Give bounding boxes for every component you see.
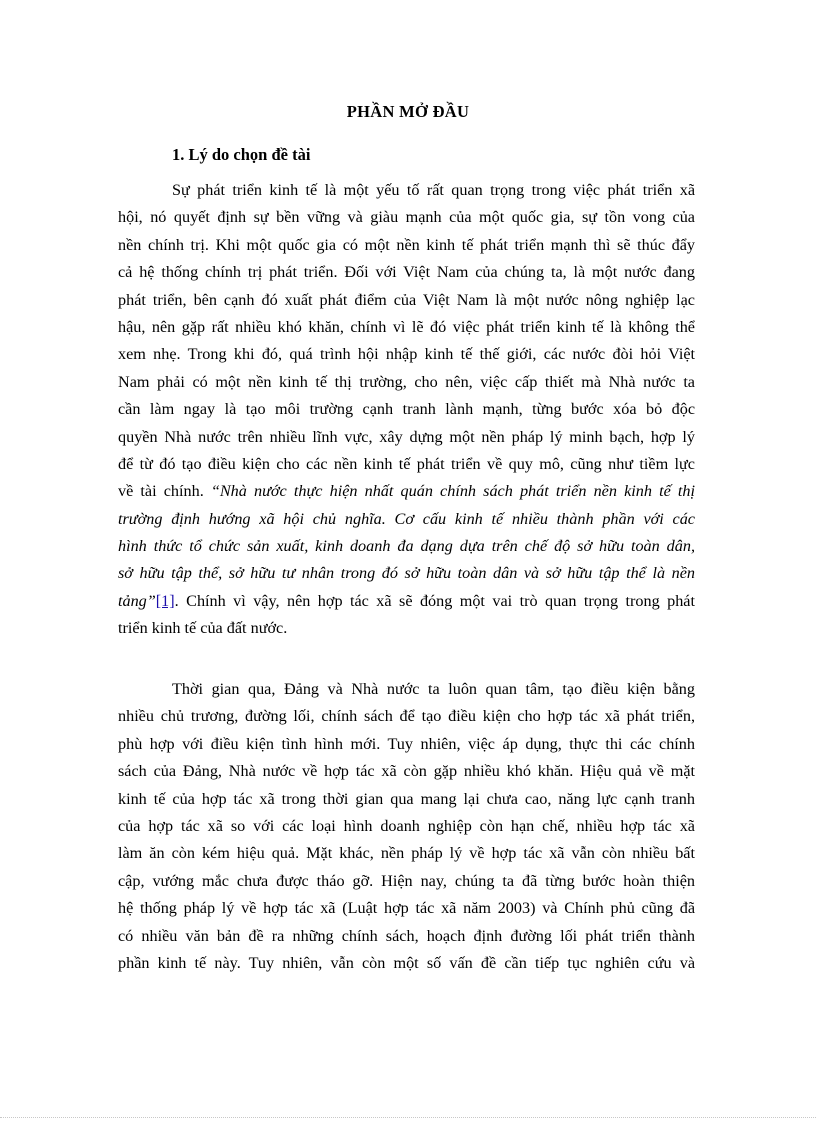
paragraph-line: quyền Nhà nước trên nhiều lĩnh vực, xây dựng một nền pháp lý minh bạch, hợp lý <box>118 427 695 446</box>
paragraph-line: cần làm ngay là tạo môi trường cạnh tranh lành mạnh, từng bước xóa bỏ độc <box>118 400 695 419</box>
paragraph-line: Thời gian qua, Đảng và Nhà nước ta luôn quan tâm, tạo điều kiện bằng <box>172 680 695 698</box>
quote-line: hình thức tổ chức sản xuất, kinh doanh đa dạng dựa trên chế độ sở hữu toàn dân, <box>118 537 695 556</box>
paragraph-line: hệ thống pháp lý về hợp tác xã (Luật hợp tác xã năm 2003) và Chính phủ cũng đã <box>118 899 695 918</box>
paragraph-line: để từ đó tạo điều kiện cho các nền kinh tế phát triển về quy mô, cũng như tiềm lực <box>118 454 695 473</box>
paragraph-1 <box>118 177 695 643</box>
paragraph-line: Sự phát triển kinh tế là một yếu tố rất quan trọng trong việc phát triển xã <box>172 181 695 199</box>
paragraph-line: xem nhẹ. Trong khi đó, quá trình hội nhập kinh tế thế giới, các nước đòi hỏi Việt <box>118 345 695 364</box>
paragraph-line: cả hệ thống chính trị phát triển. Đối với Việt Nam của chúng ta, là một nước đang <box>118 263 695 282</box>
paragraph-line: phù hợp với điều kiện tình hình mới. Tuy nhiên, việc áp dụng, thực thi các chính <box>118 734 695 753</box>
paragraph-line: kinh tế của hợp tác xã trong thời gian qua mang lại chưa cao, năng lực cạnh tranh <box>118 789 695 808</box>
paragraph-line: sách của Đảng, Nhà nước về hợp tác xã còn gặp nhiều khó khăn. Hiệu quả về mặt <box>118 762 695 781</box>
quote-text: “Nhà nước thực hiện nhất quán chính sách phát triển nền kinh tế thị <box>210 482 695 501</box>
paragraph-line: phần kinh tế này. Tuy nhiên, vẫn còn một số vấn đề cần tiếp tục nghiên cứu và <box>118 953 695 972</box>
paragraph-line <box>118 588 695 615</box>
paragraph-2 <box>118 676 695 977</box>
paragraph-line <box>118 478 695 505</box>
paragraph-line: hội, nó quyết định sự bền vững và giàu mạnh của một quốc gia, sự tồn vong của <box>118 208 695 227</box>
paragraph-line: triển kinh tế của đất nước. <box>118 619 288 638</box>
paragraph-line: làm ăn còn kém hiệu quả. Mặt khác, nền pháp lý về hợp tác xã vẫn còn nhiều bất <box>118 844 695 863</box>
paragraph-line: Nam phải có một nền kinh tế thị trường, cho nên, việc cấp thiết mà Nhà nước ta <box>118 372 695 391</box>
paragraph-line: cập, vướng mắc chưa được tháo gỡ. Hiện nay, chúng ta đã từng bước hoàn thiện <box>118 871 695 890</box>
page-title: PHẦN MỞ ĐẦU <box>346 102 470 121</box>
paragraph-text: về tài chính. <box>118 482 211 501</box>
quote-line: trường định hướng xã hội chủ nghĩa. Cơ cấu kinh tế nhiều thành phần với các <box>118 509 695 528</box>
paragraph-line: phát triển, bên cạnh đó xuất phát điểm của Việt Nam là một nước nông nghiệp lạc <box>118 290 695 309</box>
paragraph-line: nhiều chủ trương, đường lối, chính sách để tạo điều kiện cho hợp tác xã phát triển, <box>118 707 695 726</box>
paragraph-line: hậu, nên gặp rất nhiều khó khăn, chính vì lẽ đó việc phát triển kinh tế là không thể <box>118 317 695 336</box>
quote-text: tảng” <box>118 591 156 610</box>
paragraph-text: . Chính vì vậy, nên hợp tác xã sẽ đóng một vai trò quan trọng trong phát <box>174 591 695 610</box>
paragraph-line: nền chính trị. Khi một quốc gia có một nền kinh tế phát triển mạnh thì sẽ thúc đẩy <box>118 235 695 254</box>
citation-link[interactable]: [1] <box>155 591 175 610</box>
page-bottom-divider <box>0 1117 816 1118</box>
quote-line: sở hữu tập thể, sở hữu tư nhân trong đó sở hữu toàn dân và sở hữu tập thể là nền <box>118 564 695 583</box>
paragraph-line: của hợp tác xã so với các loại hình doanh nghiệp còn hạn chế, nhiều hợp tác xã <box>118 816 695 835</box>
section-heading: 1. Lý do chọn đề tài <box>172 145 311 164</box>
paragraph-line: có nhiều văn bản đề ra những chính sách, hoạch định đường lối phát triển thành <box>118 926 695 945</box>
